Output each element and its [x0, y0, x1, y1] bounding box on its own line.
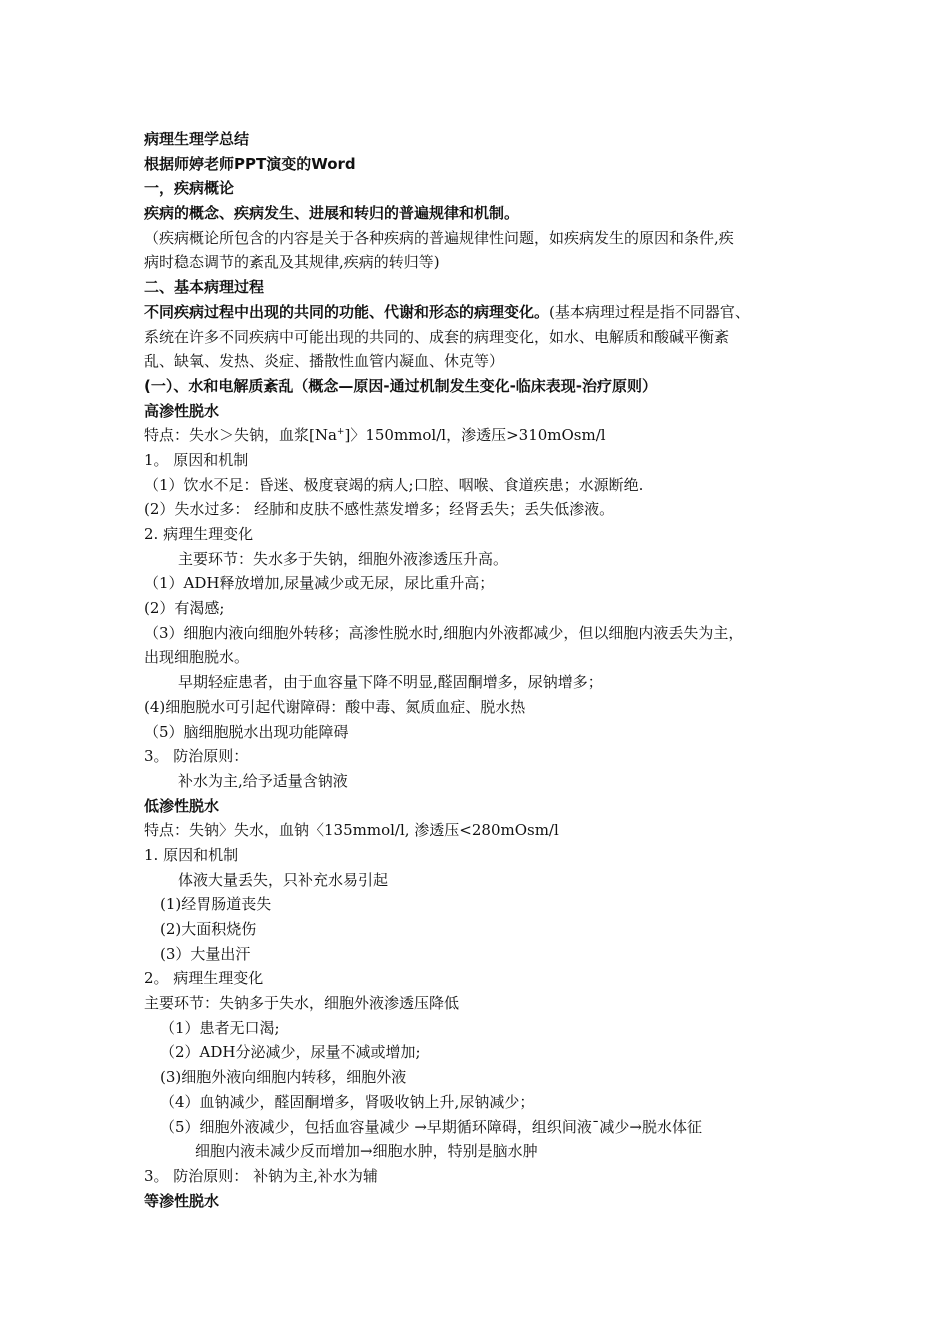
section-2-definition-line-1: [144, 300, 824, 325]
section-1-note-line-1: （疾病概论所包含的内容是关于各种疾病的普遍规律性问题，如疾病发生的原因和条件,疾: [144, 228, 734, 247]
section-1-note-line-2: 病时稳态调节的紊乱及其规律,疾病的转归等): [144, 253, 440, 272]
hypo-cause-1: (1)经胃肠道丧失: [160, 895, 272, 914]
section-2-note-start: (基本病理过程是指不同器官、: [549, 302, 750, 321]
hypo-cause-title: 1. 原因和机制: [144, 845, 239, 864]
hyper-patho-4: (4)细胞脱水可引起代谢障碍：酸中毒、氮质血症、脱水热: [144, 697, 526, 716]
section-2-heading: 二、基本病理过程: [144, 278, 265, 297]
section-1-definition: 疾病的概念、疾病发生、进展和转归的普遍规律和机制。: [144, 204, 520, 223]
hyper-patho-title: 2. 病理生理变化: [144, 525, 254, 543]
hypo-feature: 特点：失钠〉失水，血钠〈135mmol/l, 渗透压<280mOsm/l: [144, 821, 559, 840]
hyper-patho-early: 早期轻症患者，由于血容量下降不明显,醛固酮增多，尿钠增多；: [178, 673, 603, 692]
document-body: [144, 127, 824, 1213]
hypo-treat: 3。 防治原则： 补钠为主,补水为辅: [144, 1166, 378, 1185]
iso-heading: 等渗性脱水: [144, 1191, 220, 1210]
section-1-heading: 一，疾病概论: [144, 179, 235, 198]
hyper-feature: [144, 423, 824, 448]
hyper-patho-2: (2）有渴感;: [144, 599, 225, 618]
hypo-patho-5: （5）细胞外液减少，包括血容量减少 →早期循环障碍，组织间液¯减少→脱水体征: [160, 1117, 702, 1136]
hypo-patho-2: （2）ADH分泌减少，尿量不减或增加;: [160, 1043, 421, 1062]
hyper-patho-5: （5）脑细胞脱水出现功能障碍: [144, 722, 349, 741]
hypo-cause-main: 体液大量丢失，只补充水易引起: [178, 870, 389, 889]
hyper-cause-1: （1）饮水不足：昏迷、极度衰竭的病人;口腔、咽喉、食道疾患；水源断绝.: [144, 475, 644, 494]
hyper-patho-3a: （3）细胞内液向细胞外转移；高渗性脱水时,细胞内外液都减少，但以细胞内液丢失为主，: [144, 623, 744, 642]
hyper-patho-main: 主要环节：失水多于失钠，细胞外液渗透压升高。: [178, 549, 509, 568]
hypo-cause-2: (2)大面积烧伤: [160, 920, 257, 938]
hyper-treat-text: 补水为主,给予适量含钠液: [178, 771, 348, 790]
hyper-feature-text-2: ]〉150mmol/l，渗透压>310mOsm/l: [344, 426, 606, 445]
hypo-patho-1: （1）患者无口渴;: [160, 1018, 280, 1037]
section-2-note-line-2: 系统在许多不同疾病中可能出现的共同的、成套的病理变化，如水、电解质和酸碱平衡紊: [144, 327, 730, 346]
hyper-treat-title: 3。 防治原则：: [144, 747, 249, 766]
doc-subtitle: 根据师婷老师PPT演变的Word: [144, 154, 356, 173]
section-2-definition: 不同疾病过程中出现的共同的功能、代谢和形态的病理变化。: [144, 302, 550, 321]
hypo-patho-3: (3)细胞外液向细胞内转移，细胞外液: [160, 1068, 407, 1087]
hyper-patho-1: （1）ADH释放增加,尿量减少或无尿，尿比重升高；: [144, 574, 495, 593]
hyper-heading: 高渗性脱水: [144, 401, 220, 420]
hypo-patho-4: （4）血钠减少，醛固酮增多，肾吸收钠上升,尿钠减少；: [160, 1092, 535, 1111]
hypo-heading: 低渗性脱水: [144, 796, 220, 815]
hypo-patho-5b: 细胞内液未减少反而增加→细胞水肿，特别是脑水肿: [195, 1142, 538, 1161]
hypo-cause-3: (3）大量出汗: [160, 944, 251, 963]
doc-title: 病理生理学总结: [144, 130, 250, 148]
hypo-patho-main: 主要环节：失钠多于失水，细胞外液渗透压降低: [144, 994, 460, 1013]
hyper-feature-sup: +: [336, 427, 345, 438]
section-2-note-line-3: 乱、缺氧、发热、炎症、播散性血管内凝血、休克等）: [144, 352, 505, 371]
hypo-patho-title: 2。 病理生理变化: [144, 969, 264, 988]
subsection-1-heading: (一）、水和电解质紊乱（概念—原因-通过机制发生变化-临床表现-治疗原则）: [144, 376, 658, 395]
hyper-cause-2: (2）失水过多： 经肺和皮肤不感性蒸发增多；经肾丢失；丢失低渗液。: [144, 500, 615, 519]
hyper-patho-3b: 出现细胞脱水。: [144, 648, 250, 667]
hyper-feature-text: 特点：失水＞失钠，血浆[Na: [144, 426, 337, 445]
hyper-cause-title: 1。 原因和机制: [144, 450, 249, 469]
